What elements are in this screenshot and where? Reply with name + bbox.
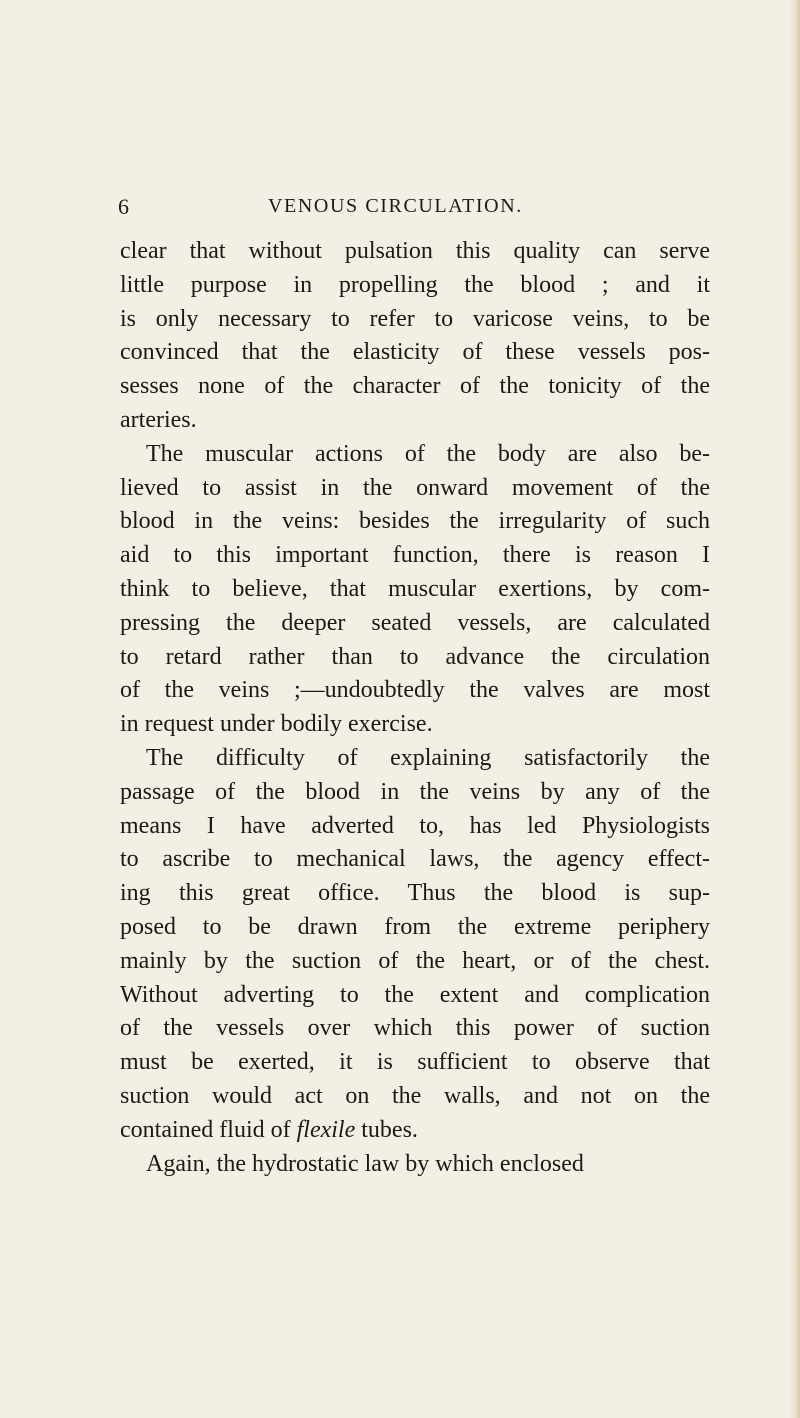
text-line: aid to this important function, there is reason I bbox=[120, 542, 710, 569]
body-text bbox=[120, 235, 710, 1181]
text-line: passage of the blood in the veins by any of the bbox=[120, 778, 710, 805]
text-line: suction would act on the walls, and not on the bbox=[120, 1082, 710, 1109]
text-line: The difficulty of explaining satisfactorily the bbox=[146, 744, 710, 771]
text-line: lieved to assist in the onward movement of the bbox=[120, 474, 710, 501]
italic-word: flexile bbox=[296, 1116, 356, 1143]
page-edge bbox=[790, 0, 800, 1418]
text-line: arteries. bbox=[120, 406, 197, 433]
text-line: The muscular actions of the body are also be- bbox=[146, 440, 710, 467]
text-line: pressing the deeper seated vessels, are calculated bbox=[120, 609, 710, 636]
text-line: Again, the hydrostatic law by which enclosed bbox=[146, 1150, 584, 1177]
text-line: in request under bodily exercise. bbox=[120, 711, 433, 738]
text-line: means I have adverted to, has led Physiologists bbox=[120, 812, 710, 839]
text-line: to retard rather than to advance the circulation bbox=[120, 643, 710, 670]
text-line: Without adverting to the extent and complication bbox=[120, 981, 710, 1008]
text-line: little purpose in propelling the blood ; and it bbox=[120, 271, 710, 298]
text-line: is only necessary to refer to varicose veins, to be bbox=[120, 305, 710, 332]
text-line: of the veins ;—undoubtedly the valves are most bbox=[120, 677, 710, 704]
text-line: think to believe, that muscular exertions, by com- bbox=[120, 575, 710, 602]
text-line bbox=[120, 1114, 710, 1148]
text-line: mainly by the suction of the heart, or of the chest. bbox=[120, 947, 710, 974]
text-fragment: tubes. bbox=[361, 1116, 418, 1143]
running-header bbox=[118, 194, 718, 224]
text-fragment: contained fluid of bbox=[120, 1116, 291, 1143]
running-title: VENOUS CIRCULATION. bbox=[268, 195, 523, 217]
text-line: must be exerted, it is sufficient to observe that bbox=[120, 1049, 710, 1076]
text-line: of the vessels over which this power of suction bbox=[120, 1015, 710, 1042]
page-number: 6 bbox=[118, 194, 129, 219]
text-line: blood in the veins: besides the irregularity of such bbox=[120, 508, 710, 535]
text-line: posed to be drawn from the extreme periphery bbox=[120, 913, 710, 940]
text-line: convinced that the elasticity of these vessels pos- bbox=[120, 339, 710, 366]
text-line: to ascribe to mechanical laws, the agency effect- bbox=[120, 846, 710, 873]
text-line: sesses none of the character of the tonicity of the bbox=[120, 373, 710, 400]
text-line: ing this great office. Thus the blood is sup- bbox=[120, 880, 710, 907]
text-line: clear that without pulsation this quality can serve bbox=[120, 238, 710, 264]
